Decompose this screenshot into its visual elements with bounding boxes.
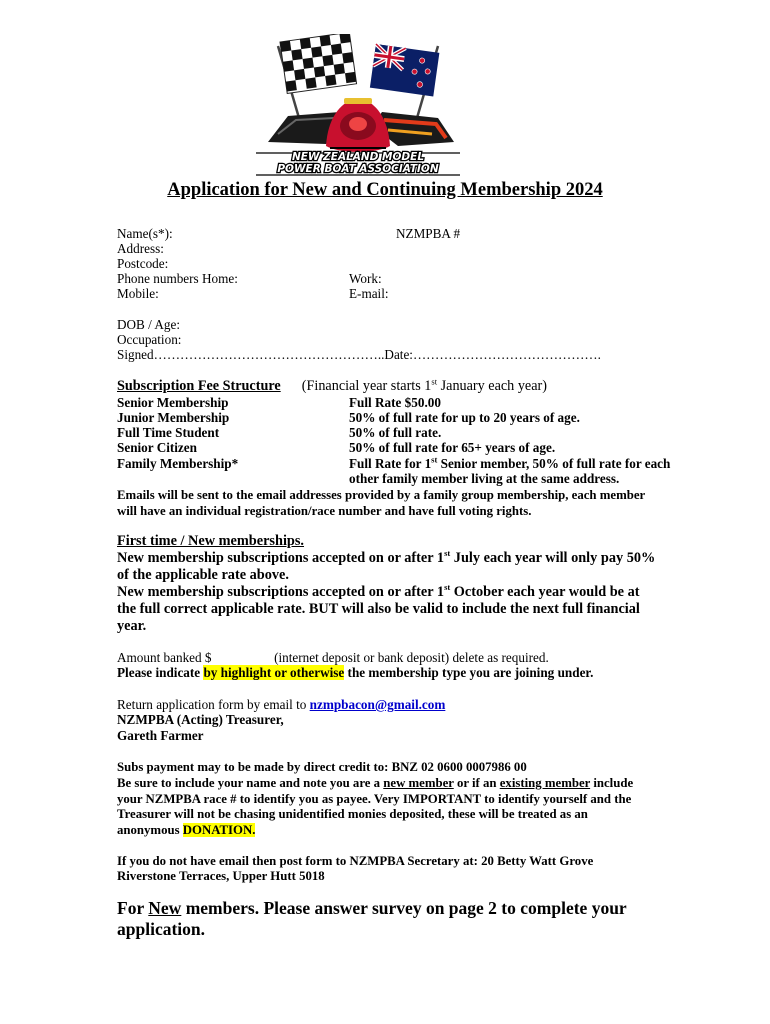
treasurer-email-link[interactable]: nzmpbacon@gmail.com [309,697,446,712]
work-label: Work: [349,271,382,286]
nzmpba-number-label: NZMPBA # [396,226,461,241]
logo-text-line2: POWER BOAT ASSOCIATION [277,163,439,175]
indicate-highlight: by highlight or otherwise [203,665,345,680]
existing-member-text: existing member [499,776,591,790]
fy-note-text: (Financial year starts 1 [301,378,432,394]
new-memberships-p1-line2: of the applicable rate above. [117,567,289,583]
checkered-flag-icon [280,34,357,93]
fee-type: Junior Membership [117,410,230,425]
bank-details-line: Subs payment may to be made by direct credit to: BNZ 02 0600 0007986 00 [117,760,527,774]
return-form-line [117,697,445,713]
occupation-label: Occupation: [117,332,182,347]
anonymous-text: anonymous [117,823,183,837]
signed-date-line: Signed……………………………………………..Date:……………………………………. [117,347,601,362]
new-memberships-p2-line2: the full correct applicable rate. BUT will also be valid to include the next full financial [117,601,640,617]
post-form-line1: If you do not have email then post form to NZMPBA Secretary at: 20 Betty Watt Grove [117,854,594,868]
return-text: Return application form by email to [117,697,310,712]
indicate-text-end: the membership type you are joining under. [344,665,594,680]
logo-text-line1: NEW ZEALAND MODEL [291,151,425,163]
p1-sup: st [444,548,451,559]
p2-sup: st [444,582,451,593]
fee-type: Full Time Student [117,425,220,440]
emails-note-line2: will have an individual registration/race number and have full voting rights. [117,504,532,518]
new-memberships-p2-line3: year. [117,618,147,634]
mobile-label: Mobile: [117,286,159,301]
dob-label: DOB / Age: [117,317,181,332]
p1-text: New membership subscriptions accepted on or after 1 [117,550,445,566]
survey-instruction-line2: application. [117,919,206,939]
subs-text-end: include [590,776,634,790]
indicate-text: Please indicate [117,665,204,680]
survey-instruction [117,898,677,940]
subs-note-line2 [117,775,633,791]
emails-note-line1: Emails will be sent to the email addresses provided by a family group membership, each member [117,488,646,502]
post-form-line2: Riverstone Terraces, Upper Hutt 5018 [117,869,325,883]
page-title: Application for New and Continuing Membership 2024 [167,180,603,200]
amount-banked-note: (internet deposit or bank deposit) delete as required. [274,650,549,665]
nzmpba-logo [248,34,468,176]
amount-banked-label: Amount banked $ [117,650,212,665]
family-rate-text-end: Senior member, 50% of full rate for each [437,456,671,471]
p1-text-end: July each year will only pay 50% [450,550,656,566]
phone-home-label: Phone numbers Home: [117,271,238,286]
new-memberships-p2 [117,584,717,601]
treasurer-role: NZMPBA (Acting) Treasurer, [117,712,284,727]
final-text-end: members. Please answer survey on page 2 to complete your [181,898,627,918]
fee-type: Senior Membership [117,395,229,410]
amount-banked-row [117,650,549,666]
subs-text-mid: or if an [453,776,500,790]
new-memberships-section [117,533,717,635]
subs-note-line3: your NZMPBA race # to identify you as payee. Very IMPORTANT to identify yourself and the [117,792,632,806]
address-label: Address: [117,241,164,256]
fy-note-sup: st [431,376,438,387]
donation-highlight: DONATION. [182,823,256,837]
new-memberships-heading: First time / New memberships. [117,533,305,549]
financial-year-note [302,378,547,394]
fy-note-text-end: January each year) [437,378,547,394]
final-new-text: New [148,898,182,918]
fee-rate: 50% of full rate. [349,425,442,440]
treasurer-name: Gareth Farmer [117,728,204,743]
survey-instruction-line1 [117,898,677,919]
fee-rate-family [349,456,670,472]
email-label: E-mail: [349,286,389,301]
fee-rate: 50% of full rate for 65+ years of age. [349,440,556,455]
p2-text-end: October each year would be at [450,584,640,600]
fee-rate: 50% of full rate for up to 20 years of age. [349,410,580,425]
new-memberships-p1 [117,550,717,567]
logo-graphic [248,34,468,176]
final-text: For [117,898,149,918]
fee-structure-heading-row [117,378,547,394]
subs-note-line5 [117,822,255,838]
fee-structure-heading: Subscription Fee Structure [117,378,281,394]
family-rate-text: Full Rate for 1 [349,456,432,471]
p2-text: New membership subscriptions accepted on or after 1 [117,584,445,600]
fee-type: Senior Citizen [117,440,197,455]
subs-text: Be sure to include your name and note you are a [117,776,384,790]
fee-rate: Full Rate $50.00 [349,395,441,410]
names-label: Name(s*): [117,226,173,241]
subs-note-line4: Treasurer will not be chasing unidentified monies deposited, these will be treated as an [117,807,588,821]
new-member-text: new member [383,776,454,790]
nz-flag-icon [370,44,440,96]
family-rate-sup: st [431,454,438,465]
fee-rate-family-line2: other family member living at the same address. [349,471,620,486]
indicate-membership-line [117,665,593,681]
postcode-label: Postcode: [117,256,169,271]
fee-type-family: Family Membership* [117,456,239,471]
